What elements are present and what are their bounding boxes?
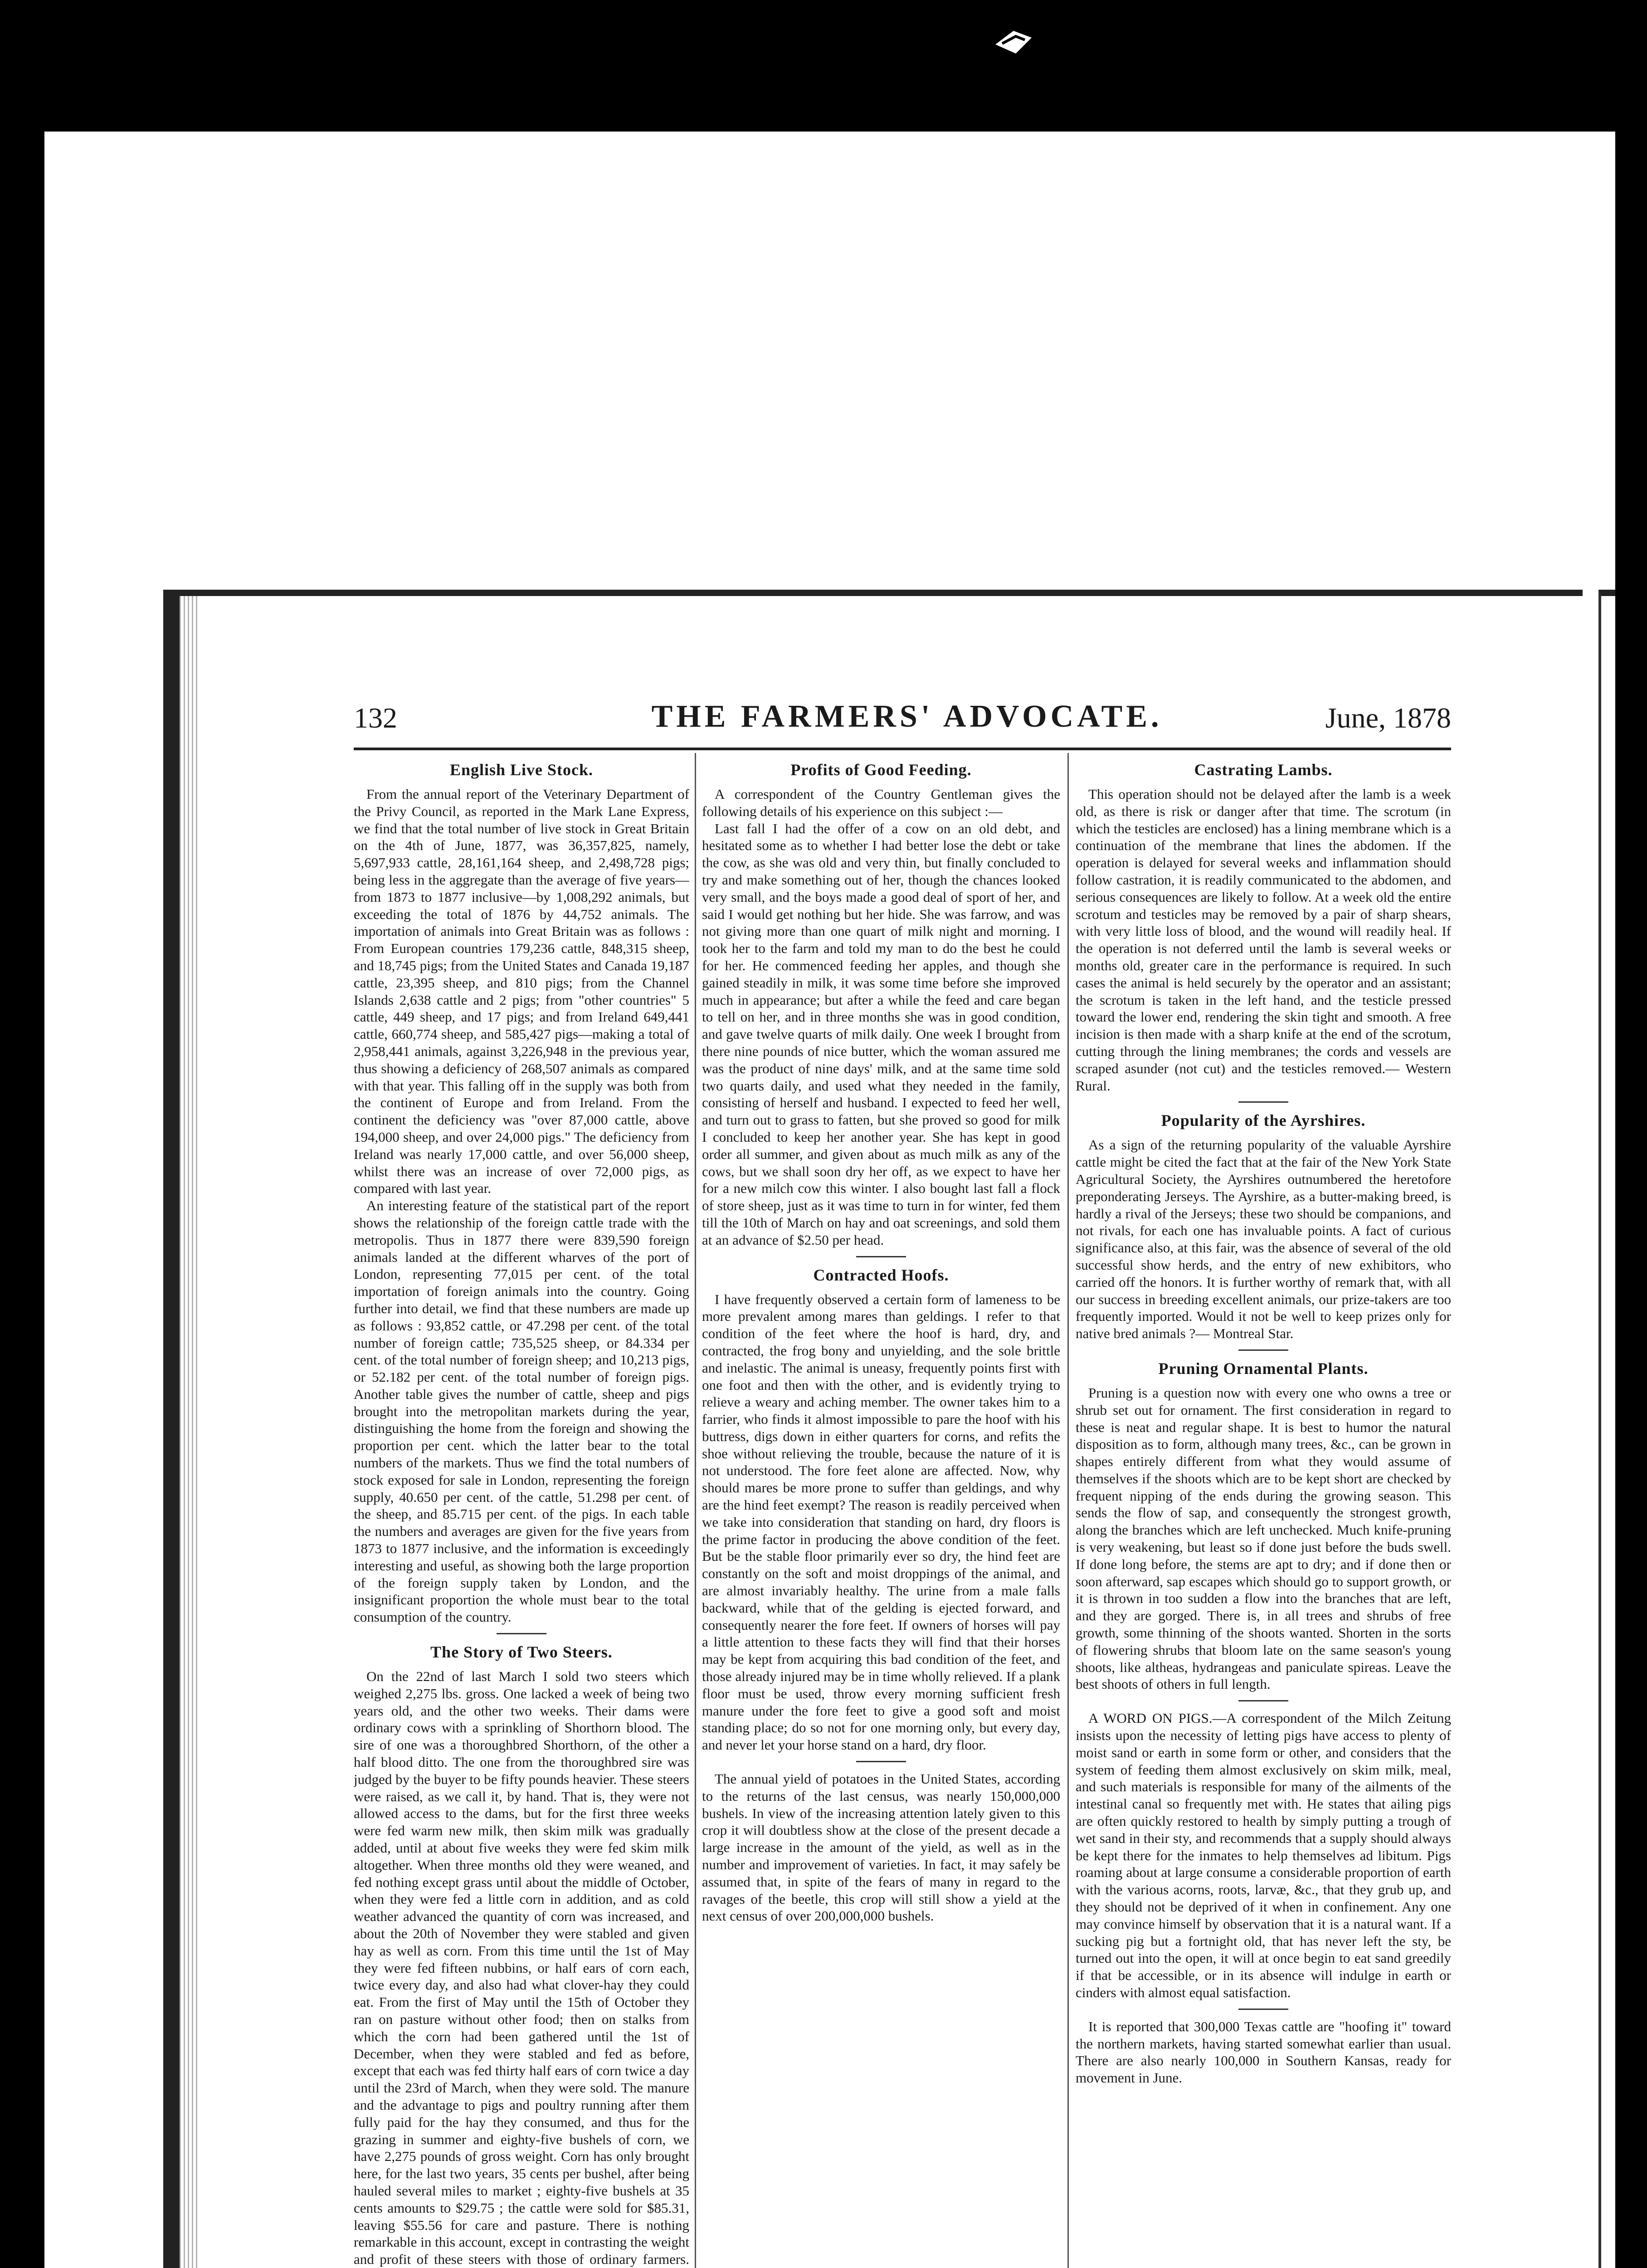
article-paragraph: Last fall I had the offer of a cow on an old debt, and hesitated some as to whether I had better lose the debt or take the cow, as she was old and very thin, but finally concluded to try and make something out of her, though the chances looked very small, and the boys made a good deal of sport of her, and said I would get nothing but her hide. She was farrow, and was not giving more than one quart of milk night and morning. I took her to the farm and told my man to do the best he could for her. He commenced feeding her apples, and though she gained steadily in milk, it was some time before she improved much in appearance; but after a while the feed and care began to tell on her, and in three months she was in good condition, and gave twelve quarts of milk daily. One week I brought from there nine pounds of nice butter, which the woman assured me was the product of nine days' milk, and at the same time sold two quarts daily, and used what they needed in the family, consisting of herself and husband. I expected to feed her well, and turn out to grass to fatten, but she proved so good for milk I concluded to keep her another year. She has kept in good order all summer, and given about as much milk as any of the cows, but we shall soon dry her off, as we expect to have her for a new milch cow this winter. I also bought last fall a flock of store sheep, just as it was time to turn in for winter, fed them till the 10th of March on hay and oat screenings, and sold them at an advance of $2.50 per head. xyxy=(702,820,1060,1248)
column-middle xyxy=(702,757,1060,2268)
scan-border-left xyxy=(0,0,44,2268)
page-spine-shadow xyxy=(180,596,198,2268)
header-rule xyxy=(354,748,1451,750)
article-ayrshires xyxy=(1076,1111,1451,1342)
column-left xyxy=(354,757,689,2268)
article-title: Popularity of the Ayrshires. xyxy=(1161,1111,1366,1130)
article-separator xyxy=(1238,1700,1288,1701)
scan-border-right xyxy=(1615,0,1647,2268)
article-title: Pruning Ornamental Plants. xyxy=(1158,1359,1369,1378)
issue-date: June, 1878 xyxy=(1325,702,1451,734)
article-separator xyxy=(1238,1101,1288,1103)
scan-border-top xyxy=(0,0,1647,132)
article-separator xyxy=(497,1633,546,1634)
article-title: Castrating Lambs. xyxy=(1194,761,1333,779)
article-title: Contracted Hoofs. xyxy=(813,1266,949,1284)
page-header xyxy=(354,699,1451,748)
article-title: Profits of Good Feeding. xyxy=(790,761,972,779)
article-paragraph: A correspondent of the Country Gentleman gives the following details of his experience on this subject :— xyxy=(702,786,1060,819)
column-right xyxy=(1076,757,1451,2268)
article-paragraph: It is reported that 300,000 Texas cattle are "hoofing it" toward the northern markets, having started somewhat earlier than usual. There are also nearly 100,000 in Southern Kansas, ready for movement in June. xyxy=(1076,2018,1451,2086)
article-paragraph: I have frequently observed a certain form of lameness to be more prevalent among mares than geldings. I refer to that condition of the feet where the hoof is hard, dry, and contracted, the frog bony and unyielding, and the sole brittle and inelastic. The animal is uneasy, frequently points first with one foot and then with the other, and is evidently trying to relieve a weary and aching member. The owner takes him to a farrier, who finds it almost impossible to pare the hoof with his buttress, digs down in either quarters for corns, and refits the shoe without relieving the trouble, because the nature of it is not understood. The fore feet alone are affected. Now, why should mares be more prone to suffer than geldings, and why are the hind feet exempt? The reason is readily perceived when we take into consideration that standing on hard, dry floors is the prime factor in producing the above condition of the feet. But be the stable floor primarily ever so dry, the hind feet are constantly on the soft and moist droppings of the animal, and are almost invariably healthy. The urine from a male falls backward, while that of the gelding is ejected forward, and consequently nearer the fore feet. If owners of horses will pay a little attention to these facts they will find that their horses may be kept from acquiring this bad condition of the feet, and those already injured may be in time wholly relieved. If a plank floor must be used, throw every morning sufficient fresh manure under the fore feet to give a good soft and moist standing place; do so not for one morning only, but every day, and never let your horse stand on a hard, dry floor. xyxy=(702,1291,1060,1753)
article-castrating-lambs xyxy=(1076,760,1451,1094)
article-paragraph: As a sign of the returning popularity of the valuable Ayrshire cattle might be cited the fact that at the fair of the New York State Agricultural Society, the Ayrshires outnumbered the heretofore preponderating Jerseys. The Ayrshire, as a butter-making breed, is hardly a rival of the Jerseys; these two should be companions, and not rivals, for each one has invaluable points. A fact of curious significance also, at this fair, was the absence of several of the old successful show herds, and the entry of new exhibitors, who carried off the honors. It is further worthy of remark that, with all our success in breeding excellent animals, our prize-takers are too frequently imported. Would it not be well to keep prizes only for native bred animals ?— Montreal Star. xyxy=(1076,1137,1451,1342)
article-title: English Live Stock. xyxy=(449,761,594,779)
article-paragraph: A WORD ON PIGS.—A correspondent of the Milch Zeitung insists upon the necessity of letting pigs have access to plenty of moist sand or earth in some form or other, and considers that the system of feeding them almost exclusively on skim milk, meal, and such materials is responsible for many of the ailments of the intestinal canal so frequently met with. He states that ailing pigs are often quickly restored to health by simply putting a trough of wet sand in their sty, and recommends that a supply should always be kept there for the inmates to help themselves ad libitum. Pigs roaming about at large consume a considerable proportion of earth with the various acorns, roots, larvæ, &c., that they grub up, and they should not be deprived of it when in confinement. Any one may convince himself by observation that it is a natural want. If a sucking pig but a fortnight old, that has never left the sty, be turned out into the open, it will at once begin to eat sand greedily if that be accessible, or in its absence will indulge in earth or cinders with almost equal satisfaction. xyxy=(1076,1710,1451,2000)
article-paragraph: An interesting feature of the statistical part of the report shows the relationship of the foreign cattle trade with the metropolis. Thus in 1877 there were 839,590 foreign animals landed at the different wharves of the port of London, representing 77,015 per cent. of the total importation of foreign animals into the country. Going further into detail, we find that these numbers are made up as follows : 93,852 cattle, or 47.298 per cent. of the total number of foreign cattle; 735,525 sheep, or 84.334 per cent. of the total number of foreign sheep; and 10,213 pigs, or 52.182 per cent. of the total number of foreign pigs. Another table gives the number of cattle, sheep and pigs brought into the metropolitan markets during the year, distinguishing the home from the foreign and showing the proportion per cent. which the latter bear to the total numbers of the markets. Thus we find the total numbers of stock exposed for sale in London, representing the foreign supply, 40.650 per cent. of the cattle, 51.298 per cent. of the sheep, and 85.715 per cent. of the pigs. In each table the numbers and averages are given for the five years from 1873 to 1877 inclusive, and the information is exceedingly interesting and useful, as showing both the large proportion of the foreign supply taken by London, and the insignificant proportion the whole must bear to the total consumption of the country. xyxy=(354,1198,689,1625)
article-paragraph: On the 22nd of last March I sold two steers which weighed 2,275 lbs. gross. One lacked a week of being two years old, and the other two weeks. Their dams were ordinary cows with a sprinkling of Shorthorn blood. The sire of one was a thoroughbred Shorthorn, of the other a half blood ditto. The one from the thoroughbred sire was judged by the buyer to be fifty pounds heavier. These steers were raised, as we call it, by hand. That is, they were not allowed access to the dams, but for the first three weeks were fed warm new milk, then skim milk was gradually added, until at about five weeks they were fed skim milk altogether. When three months old they were weaned, and fed nothing except grass until about the middle of October, when they were fed a little corn in addition, and as cold weather advanced the quantity of corn was increased, and about the 20th of November they were stabled and given hay as well as corn. From this time until the 1st of May they were fed fifteen nubbins, or half ears of corn each, twice every day, and also had what clover-hay they could eat. From the first of May until the 15th of October they ran on pasture without other food; then on stalks from which the corn had been gathered until the 1st of December, when they were stabled and fed as before, except that each was fed thirty half ears of corn twice a day until the 23rd of March, when they were sold. The manure and the advantage to pigs and poultry running after them fully paid for the hay they consumed, and thus for the grazing in summer and eighty-five bushels of corn, we have 2,275 pounds of gross weight. Corn has only brought here, for the last two years, 35 cents per bushel, after being hauled several miles to market ; eighty-five bushels at 35 cents amounts to $29.75 ; the cattle were sold for $85.31, leaving $55.56 for care and pasture. There is nothing remarkable in this account, except in contrasting the weight and profit of these steers with those of ordinary farmers. xyxy=(354,1668,689,2268)
column-rule xyxy=(1067,753,1069,2268)
article-paragraph: Pruning is a question now with every one who owns a tree or shrub set out for ornament. The first consideration in regard to these is neat and regular shape. It is best to humor the natural disposition as to form, although many trees, &c., can be grown in shapes entirely different from what they would assume of themselves if the shoots which are to be kept short are checked by frequent nipping of the ends during the growing season. This sends the flow of sap, and consequently the strongest growth, along the branches which are left unchecked. Much knife-pruning is very weakening, but least so if done just before the buds swell. If done long before, the stems are apt to dry; and if done then or soon afterward, sap escapes which should go to support growth, or it is thrown in too sudden a flow into the branches that are left, and they are gorged. There is, in all trees and shrubs of free growth, some thinning of the shoots wanted. Shorten in the sorts of flowering shrubs that bloom late on the same season's young shoots, like altheas, hydrangeas and paniculate spireas. Leave the best shoots of others in full length. xyxy=(1076,1384,1451,1692)
article-contracted-hoofs xyxy=(702,1266,1060,1925)
article-paragraph: The annual yield of potatoes in the United States, according to the returns of the last census, was nearly 150,000,000 bushels. In view of the increasing attention lately given to this crop it will doubtless show at the close of the present decade a large increase in the amount of the yield, as well as in the number and improvement of varieties. In fact, it may safely be assumed that, in spite of the fears of many in regard to the ravages of the beetle, this crop will still show a yield at the next census of over 200,000,000 bushels. xyxy=(702,1771,1060,1924)
article-title: The Story of Two Steers. xyxy=(430,1643,613,1662)
masthead-title: THE FARMERS' ADVOCATE. xyxy=(651,699,1163,734)
binder-clip-icon xyxy=(993,26,1034,58)
next-page-edge xyxy=(1598,590,1615,2268)
article-paragraph: From the annual report of the Veterinary Department of the Privy Council, as reported in the Mark Lane Express, we find that the total number of live stock in Great Britain on the 4th of June, 1877, was 36,357,825, namely, 5,697,933 cattle, 28,161,164 sheep, and 2,498,728 pigs; being less in the aggregate than the average of five years—from 1873 to 1877 inclusive—by 1,008,292 animals, but exceeding the total of 1876 by 44,752 animals. The importation of animals into Great Britain was as follows : From European countries 179,236 cattle, 848,315 sheep, and 18,745 pigs; from the United States and Canada 19,187 cattle, 23,395 sheep, and 810 pigs; from the Channel Islands 2,638 cattle and 2 pigs; from "other countries" 5 cattle, 449 sheep, and 17 pigs; and from Ireland 649,441 cattle, 660,774 sheep, and 585,427 pigs—making a total of 2,958,441 animals, against 3,226,948 in the previous year, thus showing a deficiency of 268,507 animals as compared with that year. This falling off in the supply was both from the continent of Europe and from Ireland. From the continent the deficiency was "over 87,000 cattle, above 194,000 sheep, and over 24,000 pigs." The deficiency from Ireland was nearly 17,000 cattle, and over 56,000 sheep, whilst there was an increase of over 72,000 pigs, as compared with last year. xyxy=(354,786,689,1197)
column-rule xyxy=(695,753,696,2268)
article-separator xyxy=(1238,2009,1288,2010)
article-profits-feeding xyxy=(702,760,1060,1249)
article-pruning xyxy=(1076,1359,1451,2087)
article-two-steers xyxy=(354,1642,689,2268)
article-separator xyxy=(1238,1349,1288,1351)
article-separator xyxy=(856,1761,906,1762)
article-paragraph: This operation should not be delayed after the lamb is a week old, as there is risk or danger after that time. The scrotum (in which the testicles are enclosed) has a lining membrane which is a continuation of the membrane that lines the abdomen. If the operation is delayed for several weeks and inflammation should follow castration, it is readily communicated to the abdomen, and serious consequences are likely to follow. At a week old the entire scrotum and testicles may be removed by a pair of sharp shears, with very little loss of blood, and the wound will readily heal. If the operation is not deferred until the lamb is several weeks or months old, greater care in the performance is required. In such cases the animal is held securely by the operator and an assistant; the scrotum is taken in the left hand, and the testicle pressed toward the lower end, rendering the skin tight and smooth. A free incision is then made with a sharp knife at the end of the scrotum, cutting through the lining membranes; the cords and vessels are scraped asunder (not cut) and the testicles removed.— Western Rural. xyxy=(1076,786,1451,1094)
article-english-live-stock xyxy=(354,760,689,1626)
page-number: 132 xyxy=(354,702,397,734)
article-separator xyxy=(856,1256,906,1257)
